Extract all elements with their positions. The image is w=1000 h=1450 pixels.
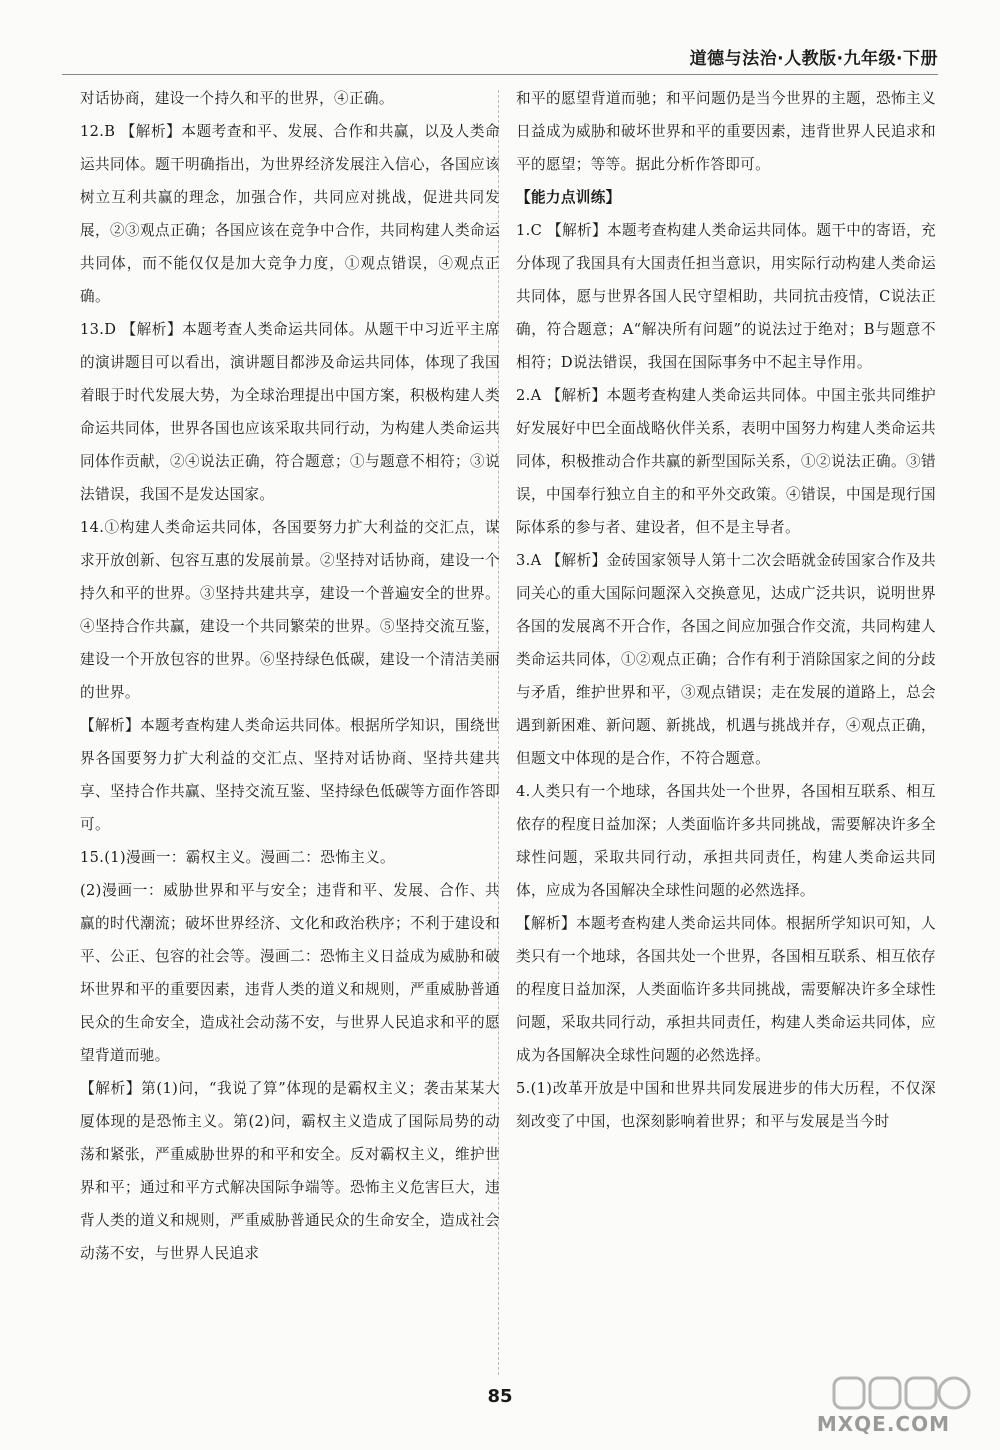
right-para-0: 和平的愿望背道而驰；和平问题仍是当今世界的主题，恐怖主义日益成为威胁和破坏世界和平的重要因素，违背世界人民追求和平的愿望；等等。据此分析作答即可。: [516, 90, 936, 173]
left-para-0: 对话协商，建设一个持久和平的世界，④正确。: [80, 90, 394, 107]
watermark-text: MXQE.COM: [816, 1412, 950, 1436]
right-para-analysis-4: 【解析】本题考查构建人类命运共同体。根据所学知识可知，人类只有一个地球，各国共处一个世界，各国相互联系、相互依存的程度日益加深，人类面临许多共同挑战，需要解决许多全球性问题，采取共同行动，承担共同责任，构建人类命运共同体，应成为各国解决全球性问题的必然选择。: [516, 915, 936, 1064]
left-para-answer-14: 14.①构建人类命运共同体，各国要努力扩大利益的交汇点，谋求开放创新、包容互惠的发展前景。②坚持对话协商，建设一个持久和平的世界。③坚持共建共享，建设一个普遍安全的世界。④坚持合作共赢，建设一个共同繁荣的世界。⑤坚持交流互鉴，建设一个开放包容的世界。⑥坚持绿色低碳，建设一个清洁美丽的世界。: [80, 519, 500, 701]
left-para-answer-12: 12.B 【解析】本题考查和平、发展、合作和共赢，以及人类命运共同体。题干明确指出，为世界经济发展注入信心，各国应该树立互利共赢的理念，加强合作，共同应对挑战，促进共同发展，②③观点正确；各国应该在竞争中合作，共同构建人类命运共同体，而不能仅仅是加大竞争力度，①观点错误，④观点正确。: [80, 123, 500, 305]
right-column: [516, 82, 936, 1138]
left-para-answer-15-2: (2)漫画一：威胁世界和平与安全；违背和平、发展、合作、共赢的时代潮流；破坏世界经济、文化和政治秩序；不利于建设和平、公正、包容的社会等。漫画二：恐怖主义日益成为威胁和破坏世界和平的重要因素，违背人类的道义和规则，严重威胁普通民众的生命安全，造成社会动荡不安，与世界人民追求和平的愿望背道而驰。: [80, 882, 500, 1064]
left-column: [80, 82, 500, 1270]
left-para-answer-15-1: 15.(1)漫画一：霸权主义。漫画二：恐怖主义。: [80, 849, 395, 866]
page-number: 85: [487, 1386, 513, 1407]
running-header: 道德与法治·人教版·九年级·下册: [689, 49, 938, 69]
header-rule: [62, 74, 938, 75]
right-para-answer-1: 1.C 【解析】本题考查构建人类命运共同体。题干中的寄语，充分体现了我国具有大国责任担当意识，用实际行动构建人类命运共同体，愿与世界各国人民守望相助，共同抗击疫情，C说法正确，符合题意；A“解决所有问题”的说法过于绝对；B与题意不相符；D说法错误，我国在国际事务中不起主导作用。: [516, 222, 936, 371]
section-title-ability-training: 【能力点训练】: [516, 189, 621, 206]
right-para-answer-2: 2.A 【解析】本题考查构建人类命运共同体。中国主张共同维护好发展好中巴全面战略伙伴关系，表明中国努力构建人类命运共同体，积极推动合作共赢的新型国际关系，①②说法正确。③错误，中国奉行独立自主的和平外交政策。④错误，中国是现行国际体系的参与者、建设者，但不是主导者。: [516, 387, 936, 536]
left-para-answer-13: 13.D 【解析】本题考查人类命运共同体。从题干中习近平主席的演讲题目可以看出，演讲题目都涉及命运共同体，体现了我国着眼于时代发展大势，为全球治理提出中国方案，积极构建人类命运共同体，世界各国也应该采取共同行动，为构建人类命运共同体作贡献，②④说法正确，符合题意；①与题意不相符；③说法错误，我国不是发达国家。: [80, 321, 500, 503]
left-para-analysis-14: 【解析】本题考查构建人类命运共同体。根据所学知识，围绕世界各国要努力扩大利益的交汇点、坚持对话协商、坚持共建共享、坚持合作共赢、坚持交流互鉴、坚持绿色低碳等方面作答即可。: [80, 717, 500, 833]
right-para-answer-5: 5.(1)改革开放是中国和世界共同发展进步的伟大历程，不仅深刻改变了中国，也深刻影响着世界；和平与发展是当今时: [516, 1080, 936, 1130]
right-para-answer-4: 4.人类只有一个地球，各国共处一个世界，各国相互联系、相互依存的程度日益加深；人类面临许多共同挑战，需要解决许多全球性问题，采取共同行动，承担共同责任，构建人类命运共同体，应成为各国解决全球性问题的必然选择。: [516, 783, 936, 899]
right-para-answer-3: 3.A 【解析】金砖国家领导人第十二次会晤就金砖国家合作及共同关心的重大国际问题深入交换意见，达成广泛共识，说明世界各国的发展离不开合作，各国之间应加强合作交流，共同构建人类命运共同体，①②观点正确；合作有利于消除国家之间的分歧与矛盾，维护世界和平，③观点错误；走在发展的道路上，总会遇到新困难、新问题、新挑战，机遇与挑战并存，④观点正确，但题文中体现的是合作，不符合题意。: [516, 552, 936, 767]
left-para-analysis-15: 【解析】第(1)问，“我说了算”体现的是霸权主义；袭击某某大厦体现的是恐怖主义。第(2)问，霸权主义造成了国际局势的动荡和紧张，严重威胁世界的和平和安全。反对霸权主义，维护世界和平；通过和平方式解决国际争端等。恐怖主义危害巨大，违背人类的道义和规则，严重威胁普通民众的生命安全，造成社会动荡不安，与世界人民追求: [80, 1080, 500, 1262]
watermark-logo: [816, 1374, 976, 1438]
